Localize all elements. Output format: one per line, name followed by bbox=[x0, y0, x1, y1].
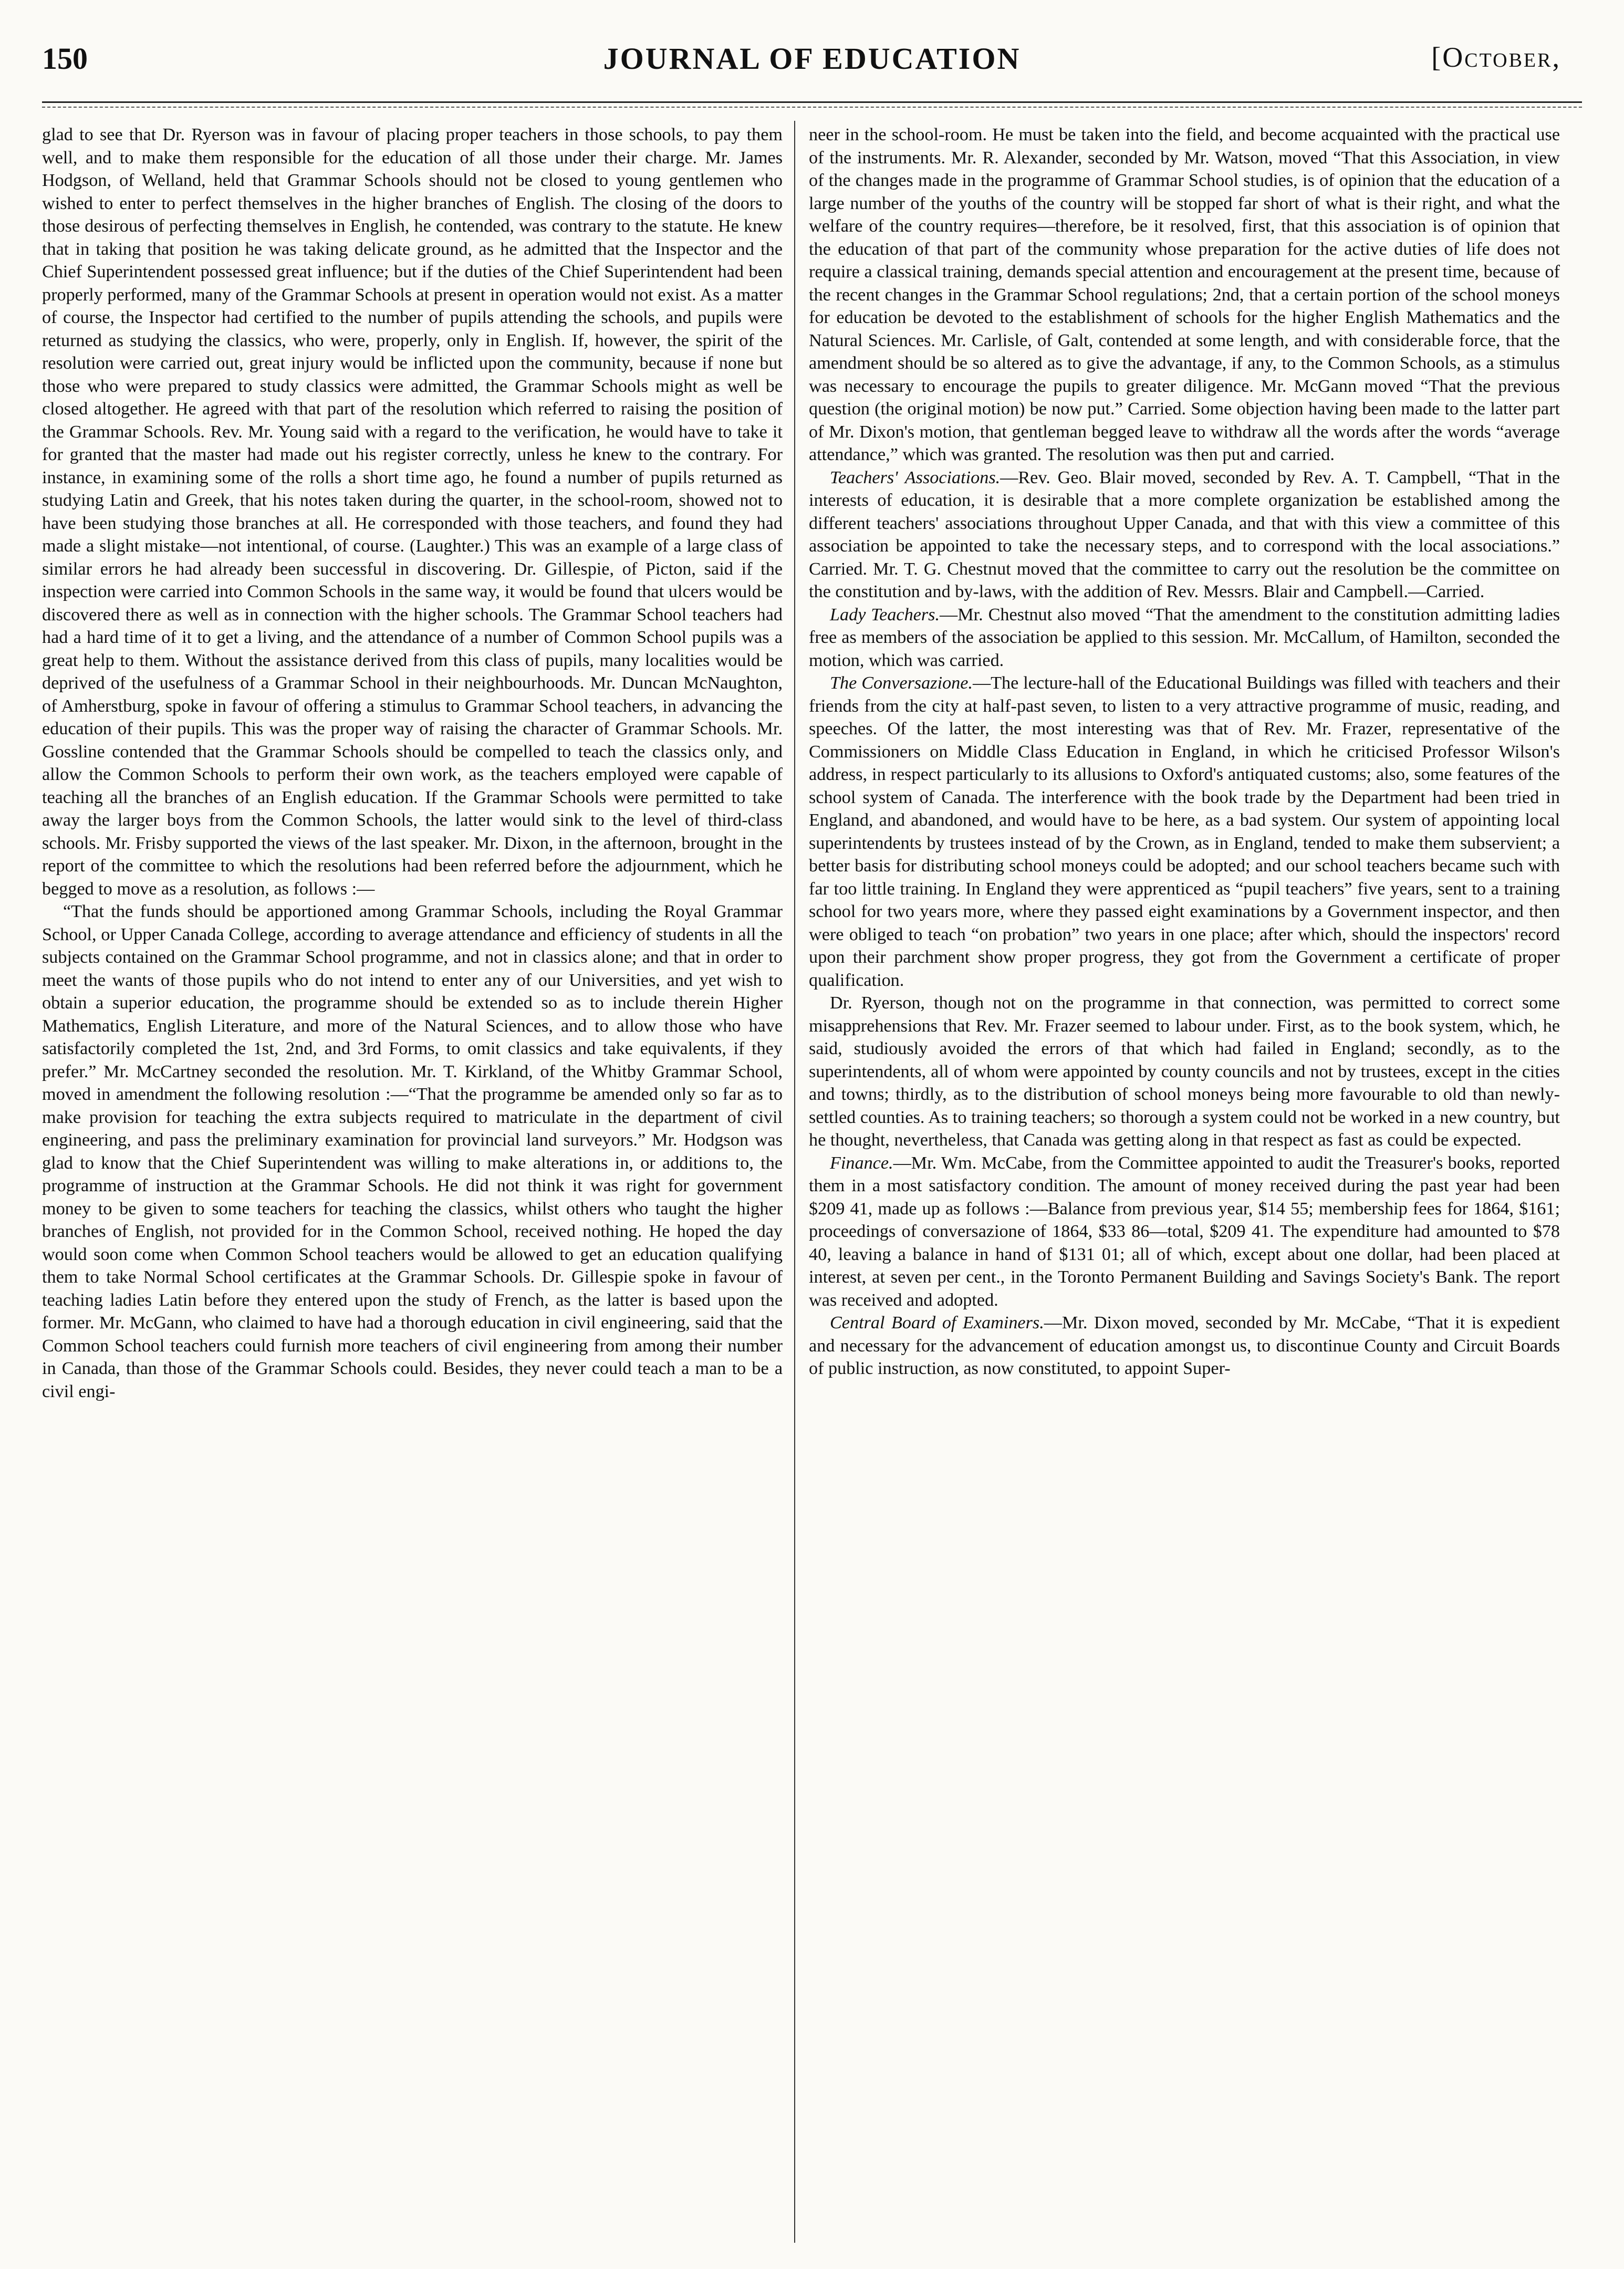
column-divider bbox=[794, 121, 795, 2243]
paragraph-text: glad to see that Dr. Ryerson was in favour of placing proper teachers in those schools, to pay them well, and to make them responsible for the education of all those under their charge. Mr. James Hodgson, of Welland, held that Grammar Schools should not be closed to young gentlemen who wished to enter to perfect themselves in the higher branches of English. The closing of the doors to those desirous of perfecting themselves in English, he contended, was contrary to the statute. He knew that in taking that position he was taking delicate ground, as he admitted that the Inspector and the Chief Superintendent possessed great influence; but if the duties of the Chief Superintendent had been properly performed, many of the Grammar Schools at present in operation would not exist. As a matter of course, the Inspector had certified to the number of pupils attending the schools, and pupils were returned as studying the classics, who were, properly, only in English. If, however, the spirit of the resolution were carried out, great injury would be inflicted upon the community, because if none but those who were prepared to study classics were admitted, the Grammar Schools might as well be closed altogether. He agreed with that part of the resolution which referred to raising the position of the Grammar Schools. Rev. Mr. Young said with a regard to the verification, he would have to take it for granted that the master had made out his register correctly, unless he knew to the contrary. For instance, in examining some of the rolls a short time ago, he found a number of pupils returned as studying Latin and Greek, that his notes taken during the quarter, in the school-room, showed not to have been studying those branches at all. He corresponded with those teachers, and found they had made a slight mistake—not intentional, of course. (Laughter.) This was an example of a large class of similar errors he had already been successful in discovering. Dr. Gillespie, of Picton, said if the inspection were carried into Common Schools in the same way, it would be found that ulcers would be discovered there as well as in connection with the higher schools. The Grammar School teachers had had a hard time of it to get a living, and the attendance of a number of Common School pupils was a great help to them. Without the assistance derived from this class of pupils, many localities would be deprived of the usefulness of a Grammar School in their neighbourhoods. Mr. Duncan McNaughton, of Amherstburg, spoke in favour of offering a stimulus to Grammar School teachers, in advancing the education of their pupils. This was the proper way of raising the character of Grammar Schools. Mr. Gossline contended that the Grammar Schools should be compelled to teach the classics only, and allow the Common Schools to perform their own work, as the teachers employed were capable of teaching all the branches of an English education. If the Grammar Schools were permitted to take away the larger boys from the Common Schools, the latter would sink to the level of third-class schools. Mr. Frisby supported the views of the last speaker. Mr. Dixon, in the afternoon, brought in the report of the committee to which the resolutions had been referred before the adjournment, which he begged to move as a resolution, as follows :— bbox=[42, 125, 783, 899]
paragraph-text: neer in the school-room. He must be taken into the field, and become acquainted with the practical use of the instruments. Mr. R. Alexander, seconded by Mr. Watson, moved “That this Association, in view of the changes made in the programme of Grammar School studies, is of opinion that the education of a large number of the youths of the country will be stopped far short of what is their right, and what the welfare of the country requires—therefore, be it resolved, first, that this association is of opinion that the education of that part of the community whose preparation for the active duties of life does not require a classical training, demands special attention and encouragement at the present time, because of the recent changes in the Grammar School regulations; 2nd, that a certain portion of the school moneys for education be devoted to the establishment of schools for the higher English Mathematics and the Natural Sciences. Mr. Carlisle, of Galt, contended at some length, and with considerable force, that the amendment should be so altered as to give the advantage, if any, to the Common Schools, as a stimulus was necessary to encourage the pupils to greater diligence. Mr. McGann moved “That the previous question (the original motion) be now put.” Carried. Some objection having been made to the latter part of Mr. Dixon's motion, that gentleman begged leave to withdraw all the words after the words “average attendance,” which was granted. The resolution was then put and carried. bbox=[809, 125, 1560, 464]
section-conversazione bbox=[809, 672, 1560, 992]
paragraph-text: —Rev. Geo. Blair moved, seconded by Rev. A. T. Campbell, “That in the interests of education, it is desirable that a more complete organization be established among the different teachers' associations throughout Upper Canada, and that with this view a committee of this association be appointed to take the necessary steps, and to correspond with the local associations.” Carried. Mr. T. G. Chestnut moved that the committee to carry out the resolution be the committee on the constitution and by-laws, with the addition of Rev. Messrs. Blair and Campbell.—Carried. bbox=[809, 467, 1560, 601]
section-lead: The Conversazione. bbox=[830, 673, 973, 693]
paragraph bbox=[809, 123, 1560, 466]
section-lady-teachers bbox=[809, 603, 1560, 672]
section-lead: Finance. bbox=[830, 1153, 893, 1173]
header-rule bbox=[42, 101, 1582, 103]
paragraph-text: —Mr. Wm. McCabe, from the Committee appointed to audit the Treasurer's books, reported them in a most satisfactory condition. The amount of money received during the past year had been $209 41, made up as follows :—Balance from previous year, $14 55; membership fees for 1864, $161; proceedings of conversazione of 1864, $33 86—total, $209 41. The expenditure had amounted to $78 40, leaving a balance in hand of $131 01; all of which, except about one dollar, had been placed at interest, at seven per cent., in the Toronto Permanent Building and Savings Society's Bank. The report was received and adopted. bbox=[809, 1153, 1560, 1310]
section-lead: Teachers' Associations. bbox=[830, 467, 1001, 487]
paragraph-text: “That the funds should be apportioned among Grammar Schools, including the Royal Grammar School, or Upper Canada College, according to average attendance and efficiency of students in all the subjects contained on the Grammar School programme, and not in classics alone; and that in order to meet the wants of those pupils who do not intend to enter any of our Universities, and yet wish to obtain a superior education, the programme should be extended so as to include therein Higher Mathematics, English Literature, and more of the Natural Sciences, and to allow those who have satisfactorily completed the 1st, 2nd, and 3rd Forms, to omit classics and take equivalents, if they prefer.” Mr. McCartney seconded the resolution. Mr. T. Kirkland, of the Whitby Grammar School, moved in amendment the following resolution :—“That the programme be amended only so far as to make provision for teaching the extra subjects required to matriculate in the department of civil engineering, and pass the preliminary examination for provincial land surveyors.” Mr. Hodgson was glad to know that the Chief Superintendent was willing to make alterations in, or additions to, the programme of instruction at the Grammar Schools. He did not think it was right for government money to be given to some teachers for teaching the classics, whilst others who taught the higher branches of English, not provided for in the Common School, received nothing. He hoped the day would soon come when Common School teachers would be allowed to get an education qualifying them to take Normal School certificates at the Grammar Schools. Dr. Gillespie spoke in favour of teaching ladies Latin before they entered upon the study of French, as the latter is based upon the former. Mr. McGann, who claimed to have had a thorough education in civil engineering, said that the Common School teachers could furnish more teachers of civil engineering from among their number in Canada, than those of the Grammar Schools could. Besides, they never could teach a man to be a civil engi- bbox=[42, 902, 783, 1401]
paragraph-text: —Mr. Chestnut also moved “That the amendment to the constitution admitting ladies free as members of the association be applied to this session. Mr. McCallum, of Hamilton, seconded the motion, which was carried. bbox=[809, 605, 1560, 670]
paragraph bbox=[42, 123, 783, 900]
paragraph-text: —The lecture-hall of the Educational Buildings was filled with teachers and their friends from the city at half-past seven, to listen to a very attractive programme of music, reading, and speeches. Of the latter, the most interesting was that of Rev. Mr. Frazer, representative of the Commissioners on Middle Class Education in England, in which he criticised Professor Wilson's address, in respect particularly to its allusions to Oxford's antiquated customs; also, some features of the school system of Canada. The interference with the book trade by the Department had been tried in England, and abandoned, and would have to be here, as a bad system. Our system of appointing local superintendents by trustees instead of by the Crown, as in England, tended to make them subservient; a better basis for distributing school moneys could be adopted; and our school teachers became such with far too little training. In England they were apprenticed as “pupil teachers” five years, sent to a training school for two years more, where they passed eight examinations by a Government inspector, and then were obliged to teach “on probation” two years in one place; after which, should the inspectors' record upon their parchment show proper progress, they got from the Government a certificate of proper qualification. bbox=[809, 673, 1560, 990]
section-lead: Central Board of Examiners. bbox=[830, 1313, 1044, 1333]
header-dashed-rule bbox=[42, 107, 1582, 108]
issue-month: [October, bbox=[1431, 41, 1561, 73]
right-column bbox=[809, 123, 1560, 2251]
paragraph-text: Dr. Ryerson, though not on the programme in that connection, was permitted to correct some misapprehensions that Rev. Mr. Frazer seemed to labour under. First, as to the book system, which, he said, studiously avoided the errors of that which had failed in England; secondly, as to the superintendents, all of whom were appointed by county councils and not by trustees, except in the cities and towns; thirdly, as to the distribution of school moneys being more favourable to old than newly-settled counties. As to training teachers; so thorough a system could not be worked in a new country, but he thought, nevertheless, that Canada was getting along in that respect as fast as could be expected. bbox=[809, 993, 1560, 1150]
section-lead: Lady Teachers. bbox=[830, 605, 940, 625]
left-column bbox=[42, 123, 783, 2251]
section-teachers-associations bbox=[809, 466, 1560, 603]
paragraph bbox=[42, 900, 783, 1403]
journal-title: JOURNAL OF EDUCATION bbox=[603, 41, 1021, 76]
page-header bbox=[42, 37, 1582, 100]
paragraph bbox=[809, 992, 1560, 1152]
page-number: 150 bbox=[42, 41, 88, 76]
section-finance bbox=[809, 1152, 1560, 1312]
paragraph-text: —Mr. Dixon moved, seconded by Mr. McCabe, “That it is expedient and necessary for the advancement of education amongst us, to discontinue County and Circuit Boards of public instruction, as now constituted, to appoint Super- bbox=[809, 1313, 1560, 1378]
section-central-board bbox=[809, 1312, 1560, 1380]
